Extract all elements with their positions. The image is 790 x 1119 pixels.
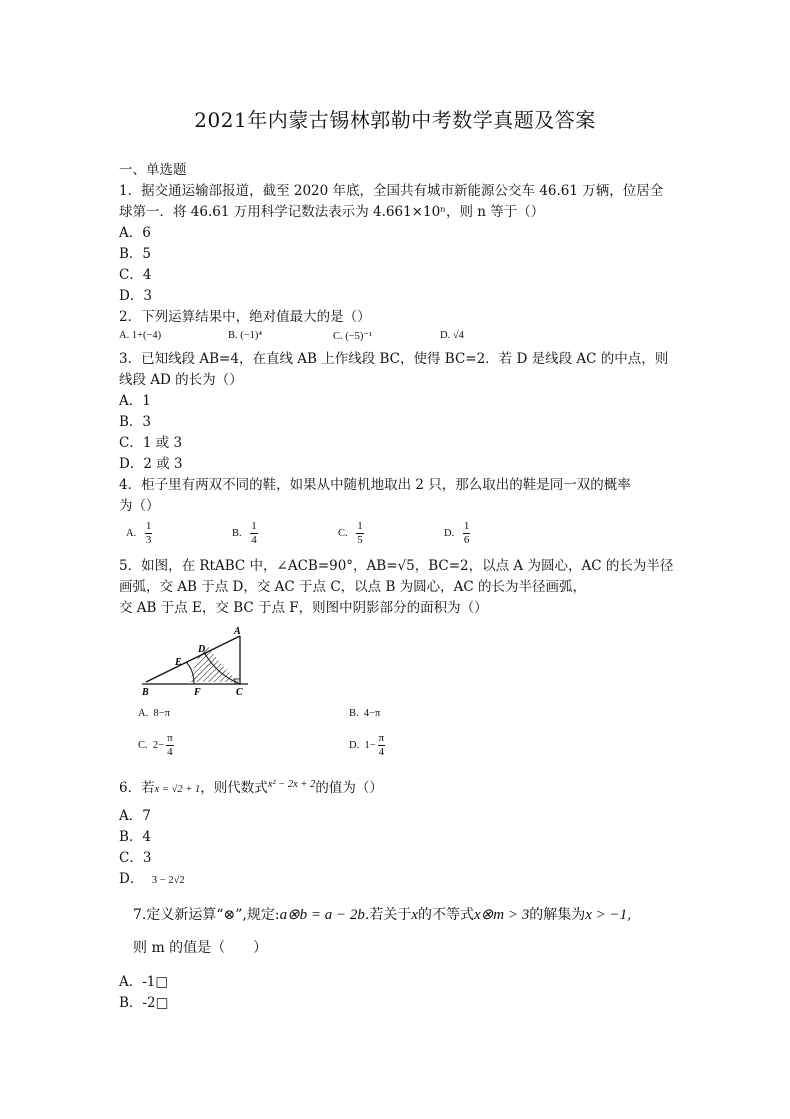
q1-option-b: B．5 xyxy=(119,246,152,262)
q5-option-d: D. 1− $\frac{\pi}{4}$ xyxy=(349,732,385,758)
q6-option-d-expression: 3 − 2√2 xyxy=(151,875,185,886)
q6-stem: 6．若x = √2 + 1，则代数式$^{x^2 - 2x + 2}$的值为（） xyxy=(119,779,383,796)
q7-line2: 则 m 的值是（ ） xyxy=(133,940,268,956)
q4-option-c: C. $\frac{1}{5}$ xyxy=(338,520,363,546)
q7-option-a: A．-1□ xyxy=(119,974,169,990)
label-b: B xyxy=(142,687,149,698)
q2-option-b: B. (−1)⁴ xyxy=(228,330,263,341)
q4-option-d-fraction: $\frac{1}{6}$ xyxy=(463,520,470,546)
q2-stem: 2．下列运算结果中，绝对值最大的是（） xyxy=(119,309,371,325)
q6-option-c: C．3 xyxy=(119,850,152,866)
q5-option-c: C. 2− $\frac{\pi}{4}$ xyxy=(138,732,173,758)
q5-line3: 交 AB 于点 E，交 BC 于点 F，则图中阴影部分的面积为（） xyxy=(119,600,488,616)
q3-option-a: A．1 xyxy=(119,393,151,409)
q5-option-a: A. 8−π xyxy=(138,708,170,719)
q3-line1: 3．已知线段 AB=4，在直线 AB 上作线段 BC，使得 BC=2．若 D 是线段 AC 的中点，则 xyxy=(119,351,669,367)
q1-line2: 球第一．将 46.61 万用科学记数法表示为 4.661×10ⁿ，则 n 等于（） xyxy=(119,204,545,220)
label-d: D xyxy=(198,644,206,655)
q5-option-b: B. 4−π xyxy=(349,708,381,719)
q4-option-b-fraction: $\frac{1}{4}$ xyxy=(251,520,257,546)
q1-line1: 1．据交通运输部报道，截至 2020 年底，全国共有城市新能源公交车 46.61 万辆，位居全 xyxy=(119,183,664,199)
q4-option-a: A. $\frac{1}{3}$ xyxy=(126,520,152,546)
q7-line1: 7.定义新运算“⊗”,规定:a⊗b = a − 2b.若关于x的不等式x⊗m > 3的解集为x > −1, xyxy=(133,907,632,923)
q7-option-b: B．-2□ xyxy=(119,995,169,1011)
q4-option-d: D. $\frac{1}{6}$ xyxy=(444,520,470,546)
q1-option-d: D．3 xyxy=(119,288,152,304)
q2-option-d: D. √4 xyxy=(440,330,464,341)
q5-option-c-fraction: $\frac{\pi}{4}$ xyxy=(167,732,173,758)
q3-option-b: B．3 xyxy=(119,414,152,430)
q2-option-a: A. 1+(−4) xyxy=(119,330,162,341)
page-title: 2021年内蒙古锡林郭勒中考数学真题及答案 xyxy=(194,108,596,132)
q7-definition: a⊗b = a − 2b xyxy=(279,907,365,923)
q5-option-d-fraction: $\frac{\pi}{4}$ xyxy=(378,732,385,758)
q5-line2: 画弧，交 AB 于点 D，交 AC 于点 C，以点 B 为圆心，AC 的长为半径画弧， xyxy=(119,579,587,595)
q6-polynomial: x² − 2x + 2 xyxy=(267,779,316,790)
q4-option-b: B. $\frac{1}{4}$ xyxy=(232,520,257,546)
q5-line1: 5．如图，在 RtABC 中，∠ACB=90°，AB=√5，BC=2，以点 A 为圆心，AC 的长为半径 xyxy=(119,558,674,574)
q6-option-b: B．4 xyxy=(119,829,152,845)
q7-inequality: x⊗m > 3 xyxy=(474,907,530,923)
label-a: A xyxy=(234,626,241,637)
q4-option-c-fraction: $\frac{1}{5}$ xyxy=(357,520,363,546)
q1-option-a: A．6 xyxy=(119,225,151,241)
q2-option-c: C. (−5)⁻¹ xyxy=(333,331,373,342)
q4-line2: 为（） xyxy=(119,498,160,514)
q6-x-expression: x = √2 + 1 xyxy=(154,784,201,795)
q3-line2: 线段 AD 的长为（） xyxy=(119,372,243,388)
label-f: F xyxy=(194,687,201,698)
q6-option-d: D． 3 − 2√2 xyxy=(119,871,185,887)
q1-option-c: C．4 xyxy=(119,267,152,283)
q5-triangle-figure xyxy=(138,622,258,698)
label-e: E xyxy=(175,657,182,668)
q3-option-c: C．1 或 3 xyxy=(119,435,183,451)
q3-option-d: D．2 或 3 xyxy=(119,456,183,472)
q4-line1: 4．柜子里有两双不同的鞋，如果从中随机地取出 2 只，那么取出的鞋是同一双的概率 xyxy=(119,477,631,493)
q4-option-a-fraction: $\frac{1}{3}$ xyxy=(145,520,152,546)
label-c: C xyxy=(236,687,243,698)
q7-solution: x > −1 xyxy=(585,907,628,923)
q6-option-a: A．7 xyxy=(119,808,151,824)
section-heading: 一、单选题 xyxy=(119,162,187,178)
